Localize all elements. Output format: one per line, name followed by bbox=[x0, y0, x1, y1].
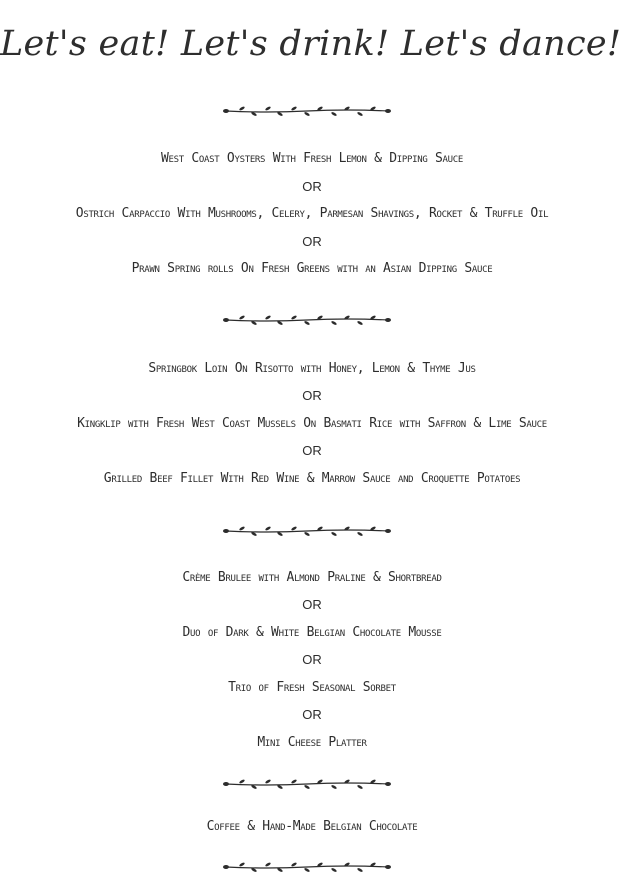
vine-divider-icon bbox=[222, 777, 392, 791]
dessert-item: Trio of Fresh Seasonal Sorbet bbox=[228, 680, 396, 695]
starter-item: Prawn Spring rolls On Fresh Greens with an Asian Dipping Sauce bbox=[131, 261, 493, 276]
starter-item: Ostrich Carpaccio With Mushrooms, Celery, Parmesan Shavings, Rocket & Truffle Oil bbox=[75, 206, 549, 221]
main-item: Kingklip with Fresh West Coast Mussels On Basmati Rice with Saffron & Lime Sauce bbox=[77, 416, 547, 431]
starter-item: West Coast Oysters With Fresh Lemon & Dipping Sauce bbox=[161, 151, 463, 166]
vine-divider-icon bbox=[222, 860, 392, 874]
dessert-item: Duo of Dark & White Belgian Chocolate Mousse bbox=[182, 625, 442, 640]
or-separator: OR bbox=[302, 179, 322, 194]
vine-divider-icon bbox=[222, 524, 392, 538]
or-separator: OR bbox=[302, 597, 322, 612]
or-separator: OR bbox=[302, 652, 322, 667]
main-item: Grilled Beef Fillet With Red Wine & Marrow Sauce and Croquette Potatoes bbox=[103, 471, 521, 486]
or-separator: OR bbox=[302, 443, 322, 458]
vine-divider-icon bbox=[222, 104, 392, 118]
coffee-item: Coffee & Hand-Made Belgian Chocolate bbox=[206, 819, 418, 834]
vine-divider-icon bbox=[222, 313, 392, 327]
or-separator: OR bbox=[302, 388, 322, 403]
menu-title: Let's eat! Let's drink! Let's dance! bbox=[0, 24, 622, 64]
or-separator: OR bbox=[302, 707, 322, 722]
dessert-item: Mini Cheese Platter bbox=[257, 735, 367, 750]
main-item: Springbok Loin On Risotto with Honey, Lemon & Thyme Jus bbox=[148, 361, 476, 376]
or-separator: OR bbox=[302, 234, 322, 249]
dessert-item: Crème Brulee with Almond Praline & Shortbread bbox=[182, 570, 442, 585]
